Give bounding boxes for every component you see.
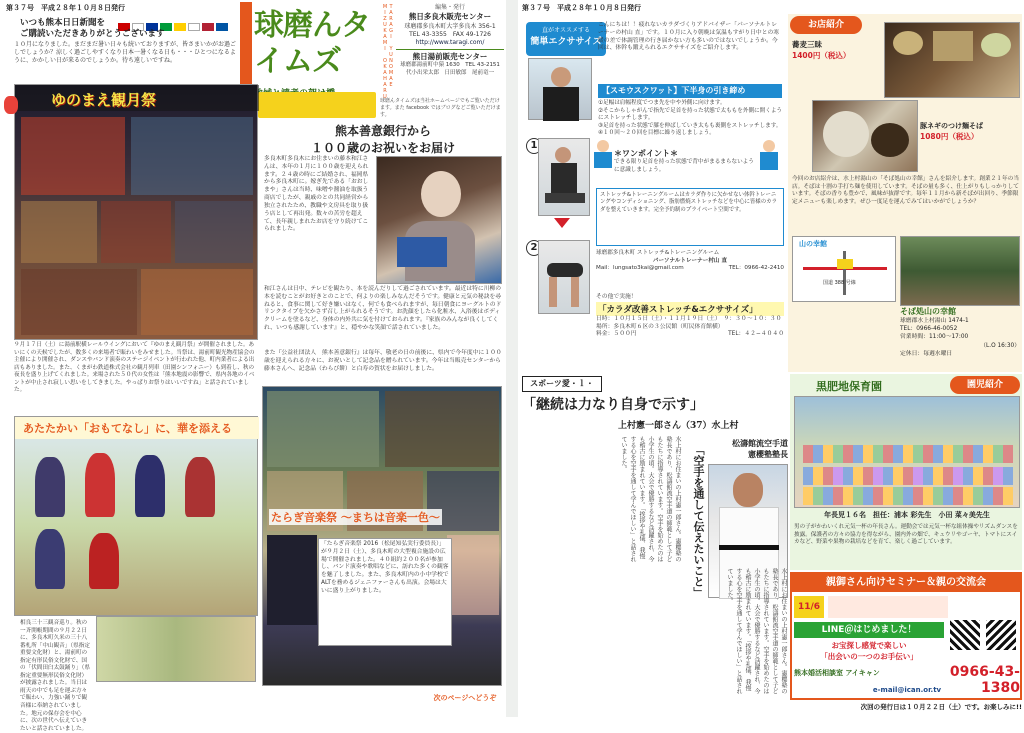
- bank-headline: [262, 122, 504, 155]
- class-fee: 料金：５００円: [596, 331, 637, 338]
- tsukimi-title: ゆのまえ観月祭: [51, 91, 157, 109]
- center2-name: 熊日湯前販売センター: [412, 51, 488, 61]
- bank-body-2: 和江さんは日中、テレビを観たり、本を読んだりして過ごされています。最近は特に川柳の本を読むことがお好きとのことで、何よりの楽しみなんだそうです。健康と元気の秘訣を尋ねると、食事に関して好き嫌いはなく、何でも食べられますが、毎日朝食にヨーグルトのドリンクタイプを欠かさず召し上がられるそうです。お洗顔をしたら化粧水、入浴後はボディクリームを塗るなど、身体の内外共に気を付けておられます。『家族のみんなが良くしてくれ、いつも感謝しています』と、穏やかな笑顔で話されていました。: [264, 286, 502, 332]
- ad-title: 親御さん向けセミナー＆親の交流会: [826, 577, 986, 588]
- map-road: 国道 388 号線: [823, 280, 856, 286]
- menu-1-price: 1400円（税込）: [792, 50, 851, 60]
- tsukimi-photo-collage: [14, 84, 258, 340]
- nursery-tag: 園児紹介: [966, 380, 1003, 390]
- shop-heading: お店紹介: [807, 20, 844, 30]
- shop-body: 今回のお店紹介は、水上村湯山の「そば処山の幸館」さんを紹介します。創業２１年の当店。そばは十割の手打ち麺を使用しています。そばの量も多く、仕上がりもしっかりしています。そばの香りも豊かで、風味が抜群です。毎年１１月から新そばが出回り、季節限定メニューも楽しめます。ぜひ一度足を運んでみてはいかがでしょうか？: [792, 176, 1020, 206]
- lantern-decoration: [4, 96, 18, 114]
- publisher-url[interactable]: http://www.taragi.com/: [415, 38, 485, 46]
- publisher-address: 球磨郡多良木町大字多良木 356-1: [404, 22, 496, 30]
- shop-map: [792, 236, 896, 302]
- line-title: LINE＠はじめました！: [821, 625, 917, 635]
- footer-next-issue: 次回の発行日は１０月２２日（土）です。お楽しみに!!: [860, 703, 1022, 711]
- facebook-note: 球磨んタイムズは当社ホームページでもご覧いただけます。また facebook ではブログなどご覧いただけます。: [380, 98, 501, 118]
- bank-title-2: １００歳のお祝いをお届け: [310, 141, 455, 155]
- qr-code-icon-2[interactable]: [986, 620, 1016, 650]
- sports-badge-label: スポーツ愛・ｌ・: [530, 379, 594, 388]
- shop-info: [900, 306, 1020, 370]
- ad-phone[interactable]: 0966-43-1380: [949, 664, 1020, 696]
- ad-email[interactable]: e-mail@ican.or.tv: [872, 686, 942, 694]
- bank-body-3: また『公益社団法人 熊本善意銀行』は毎年、敬老の日の前後に、県内で今年度中に１００歳を迎えられる方々に、お祝いとして記念品を贈られています。今年は当販売センターから藤本さんへ、記念品（わらび餅）と白寿の賀状をお届けしました。: [264, 350, 502, 372]
- logo-roman-vertical: TARAGI YUNOMAE MIZUKAMI OKAHARU: [382, 4, 394, 100]
- publisher-info: [396, 4, 504, 96]
- flags-strip: [118, 16, 238, 26]
- exercise-title-bar: [598, 84, 782, 98]
- logo-yellow-band: [258, 92, 376, 118]
- music-title: たらぎ音楽祭 〜まちは音楽一色〜: [271, 511, 440, 524]
- shop-heading-badge: [790, 16, 862, 34]
- omotenashi-title: あたたかい「おもてなし」に、華を添える: [23, 422, 232, 435]
- step-2-marker: 2: [526, 240, 542, 256]
- class-info: [596, 294, 784, 366]
- thanks-line-2: ご購読いただきありがとうございます: [20, 29, 165, 39]
- one-point-body: できる限り足首を持った状態で背中がまるまらないように意識しましょう。: [614, 159, 754, 173]
- exercise-title: 【スモウスクワット】下半身の引き締め: [602, 86, 746, 95]
- publisher-label: 編集・発行: [434, 4, 465, 11]
- trainer-photo: [528, 58, 592, 120]
- sports-badge: [522, 376, 602, 392]
- cartoon-figure-2: [758, 140, 780, 174]
- shop-address: 球磨郡水上村湯山 1474-1: [900, 318, 969, 325]
- issue-number: 第３７号 平成２８年１０月８日発行: [6, 4, 125, 12]
- sports-quote: 「空手を通して伝えたいこと」: [692, 444, 705, 598]
- sports-dojo-2: 憲櫻塾塾長: [748, 449, 788, 459]
- publisher-name: 熊日多良木販売センター: [408, 12, 492, 22]
- shop-lo: （L.O 16:30）: [980, 342, 1020, 349]
- publisher-tel: TEL 43-3355 FAX 49-1726: [409, 30, 491, 38]
- line-sub-block: [794, 640, 944, 666]
- shop-holiday: 定休日：毎週水曜日: [900, 350, 953, 357]
- trainer-tel: TEL：0966-42-2410: [728, 265, 784, 272]
- left-page: [0, 0, 506, 732]
- exercise-steps: [598, 100, 784, 137]
- logo-title: 球磨んタイムズ: [254, 8, 370, 79]
- ad-date-badge: 11/6: [794, 596, 824, 618]
- exercise-step-2: ②そこからしゃがんで指先で足首を持った状態で太ももを外側に開くようにストレッチします。: [598, 107, 783, 122]
- ad-header: [792, 574, 1020, 592]
- omotenashi-photo: [14, 416, 258, 616]
- tsukemen-photo: [812, 100, 918, 172]
- next-page-link[interactable]: 次のページへどうぞ: [433, 694, 497, 702]
- shop-exterior-photo: [900, 236, 1020, 306]
- exercise-step-3: ③足首を持った状態で膝を伸ばしていき太もも裏側をストレッチします。: [598, 122, 782, 129]
- menu-2-name: 豚ネギのつけ麺そば: [920, 122, 983, 130]
- centenarian-photo: [376, 156, 502, 284]
- squat-photo-1: [538, 138, 590, 216]
- bank-body-1: 多良木町多良木にお住まいの藤本和江さんは、本年の１月に１００歳を迎えられます。２４歳の時にご結婚され、福岡県から多良木町に。嫁ぎ先である「おおしまや」さんは当時、味噌や醤油を取扱う商店でしたが、親戚のとの共同経営から独立されたため、教職や文房具を取り扱う店として再出発。数々の苦労を超えて、長年親しまれたお店を守り続けてこられました。: [264, 156, 369, 233]
- exercise-step-1: ①足幅は肩幅程度でつま先を中や外側に向けます。: [598, 100, 726, 106]
- menu-2: [920, 122, 1020, 152]
- ad-company: 熊本婚活相談室 アイキャン: [794, 669, 880, 677]
- dancers-photo: [96, 616, 256, 682]
- step-1-marker: 1: [526, 138, 542, 154]
- map-pin-icon: [837, 259, 853, 269]
- center2-address: 球磨郡湯前町中猿 1630 TEL 43-2151: [400, 62, 500, 69]
- qr-code-icon-1[interactable]: [950, 620, 980, 650]
- class-place: 場所：多良木町６区の３公民館（町民体育館横）: [596, 323, 724, 330]
- class-heading: その他で実施！: [596, 294, 637, 300]
- sports-headline: [522, 394, 784, 416]
- soba-set-photo: [884, 22, 1020, 98]
- exercise-badge-label: 簡単エクササイズ: [530, 37, 602, 47]
- menu-2-price: 1080円（税込）: [920, 131, 979, 141]
- menu-1: [792, 40, 876, 70]
- exercise-step-4: ④１０回〜２０回を目標に繰り返しましょう。: [598, 130, 715, 137]
- map-label: 山の幸館: [799, 240, 827, 248]
- shop-tel: TEL：0966-46-0052: [900, 326, 958, 333]
- right-page: [518, 0, 1024, 717]
- cartoon-figure-1: [592, 140, 614, 170]
- menu-1-name: 蕎麦三昧: [792, 40, 822, 49]
- nursery-class-photo: [794, 396, 1020, 508]
- sports-body-vertical-2: 水上村にお住まいの上村憲一郎さん。憲櫻塾の塾長であり、松濤館流空手道の師範として子どもたちに指導されています。空手を始めたのは小学生の頃。大会で優勝するなど活躍され、今も稽古に励まれています。「挨拶や礼儀、我慢する心を空手を通して学んでほしい」と話されていました。: [726, 568, 787, 694]
- omotenashi-body: 相良三十三観音巡り。秋の一斉開帳期間の９月２２日に、多良木町久米の三十八番札所「中山観音」（県指定重要文化財）と、湯前町の指定有形民俗文化財で、国の「伏間田臼太鼓踊り」（県指定重要無形民俗文化財）が披露されました。当日は雨天の中でも足を運ぶ方々で賑わい、力強い踊りで観音様に奉納されていました。地元の保存会を中心に、次の世代へ伝えていきたいと話されていました。: [20, 620, 90, 732]
- nursery-caption: 年長児１６名 担任：浦本 彩先生 小田 菜々美先生: [824, 511, 990, 519]
- nursery-tag-badge: [950, 376, 1020, 394]
- bank-title-1: 熊本善意銀行から: [334, 124, 431, 138]
- music-body: 「たらぎ音楽祭 2016（松尾知弘実行委員長）」が９月２日（土）、多良木町の大型複合施設の広場で開催されました。４０組約２００名が参加し、バンド演奏や歌唱などに、訪れた多くの観客を魅了しました。また、多良木町内の小中学校でALTを務めるジェニファーさんも出演。会場は大いに盛り上がりました。: [318, 538, 452, 646]
- thanks-line-1: いつも熊本日日新聞を: [20, 18, 106, 28]
- nursery-title: 黒肥地保育園: [816, 380, 882, 393]
- sports-title: 「継続は力なり自身で示す」: [522, 397, 704, 413]
- sports-dojo-block: [698, 438, 788, 466]
- shop-hours: 営業時間：11:00〜17:00: [900, 334, 969, 341]
- ad-seminar-strip: [828, 596, 948, 618]
- one-point-title: ＊ワンポイント＊: [614, 149, 678, 158]
- trainer-mail[interactable]: Mail：lungsato3kai@gmail.com: [596, 265, 684, 272]
- issue-number-right: 第３７号 平成２８年１０月８日発行: [522, 4, 641, 12]
- tsukimi-body: ９月１７日（土）に湯前駅横レールウイングにおいて『ゆのまえ観月祭』が開催されました。あいにくの天候でしたが、数多くの来場者で賑わいをみせました。当祭は、湯前町観光物産協会の主催により開催され、ダンスやバンド演奏のステージイベントが行われた他、町内業者による出店もありました。また、くまがわ鉄道株式会社の観月列車（田園シンフォニー）も到着し、秋の夜長を盛り上げてくれました。来場された５０代の女性は「熊本地震の影響で、県内各地のイベントが中止され寂しい思いをしてきました。やっぱりお祭りはいいですね」と話されていました。: [14, 342, 255, 394]
- sports-body-vertical: 水上村にお住まいの上村憲一郎さん。憲櫻塾の塾長であり、松濤館流空手道の師範として子どもたちに指導されています。空手を始めたのは小学生の頃。大会で優勝するなど活躍され、今も稽古に励まれています。「挨拶や礼儀、我慢する心を空手を通して学んでほしい」と話されていました。: [620, 436, 681, 562]
- class-tel: TEL：４２−４０４０: [728, 331, 784, 338]
- class-date: 日時：１０月１５日（土）・１１月１９日（土） ９：３０〜１０：３０: [596, 315, 782, 322]
- line-sub: お宝探し感覚で楽しい: [831, 641, 907, 650]
- arrow-down-icon: [554, 218, 570, 228]
- sports-person: 上村憲一郎さん（37）水上村: [618, 421, 739, 431]
- trainer-description: ストレッチ&トレーニングルームはカラダ作りに欠かせない体幹トレーニングやコンディショニング、脂肪燃焼ストレッチなどを中心に皆様のカラダを整えていきます。完全予約制のプライベート空間です。: [596, 188, 784, 246]
- trainer-contact: [596, 250, 784, 290]
- line-sub-2: 「出会いの一つのお手伝い」: [820, 652, 918, 661]
- one-point-box: [614, 148, 754, 184]
- trainer-label: パーソナルトレーナー村山 直: [652, 257, 728, 264]
- trainer-address: 球磨郡多良木町 ストレッチ&トレーニングルーム: [596, 250, 720, 256]
- page-gutter: [506, 0, 518, 717]
- squat-photo-2: [538, 240, 590, 314]
- exercise-intro: こんにちは！！疲れないカラダづくりアドバイザー「パーソナルトレーナーの村山 直」です。１０月に入り朝晩は気温もすがり日中との寒暖の差で体調管理の行き届かない方も多いのではないでしょうか。今回は、体幹も鍛えられるエクササイズをご紹介します。: [598, 22, 780, 52]
- exercise-badge-top: 直がオススメする: [542, 27, 590, 34]
- nursery-body: 男の子がかわいくれ元気一杯の年長さん。運動会では元気一杯な組体操やリズムダンスを披露。保護者の方々の協力を得ながら、園内外の畑で、キュウリやゴーヤ、トマトにスイカなど、野菜や果物の栽培などを育て、楽しく過ごしています。: [794, 524, 1018, 546]
- class-title: 「カラダ改善ストレッチ&エクササイズ」: [596, 302, 784, 316]
- intro-text: １０月になりました。まだまだ暑い日々も続いておりますが、皆さまいかがお過ごしでしょうか？涼しく過ごしやすくなり日本一暑くなる日も・・・ひとつになるように、かかしい日が来るのでしょうか。待ち遠しいですね。: [14, 41, 237, 65]
- line-banner[interactable]: [794, 622, 944, 638]
- exercise-badge: [526, 22, 606, 56]
- shop-name: そば処山の幸館: [900, 307, 956, 316]
- staff-names: 代小出栄太郎 日田敏郎 尾前竜一: [405, 69, 494, 76]
- sports-dojo: 松濤館流空手道: [732, 438, 788, 448]
- logo: [254, 8, 384, 98]
